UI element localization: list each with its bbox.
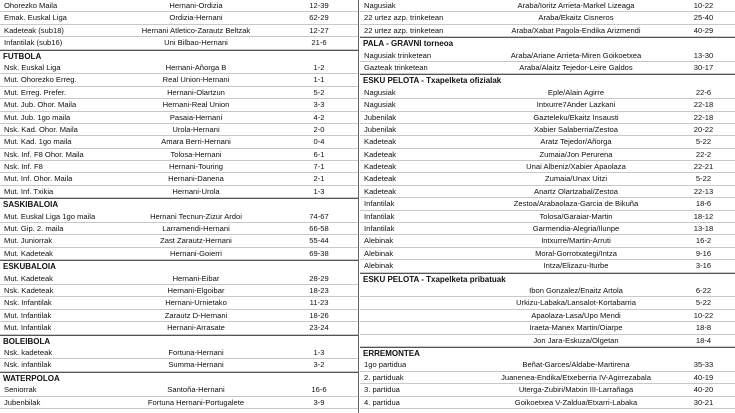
score-cell: 7-1 <box>313 162 325 172</box>
category-cell: Gazteak trinketean <box>364 62 428 72</box>
score-cell: 22-21 <box>693 162 714 172</box>
result-row <box>360 235 735 247</box>
score-cell: 6-1 <box>313 149 325 159</box>
score-cell: 4-2 <box>313 112 325 122</box>
category-cell: Nagusiak <box>364 87 396 97</box>
category-cell: Alebinak <box>364 261 394 271</box>
score-cell: 18-26 <box>309 310 329 320</box>
match-cell: Xabier Salaberria/Zestoa <box>534 124 618 134</box>
match-cell: Juanenea-Endika/Etxeberria IV-Agirrezabala <box>501 372 651 382</box>
match-cell: Hernani-Elgoibar <box>167 285 225 295</box>
match-cell: Urola-Hernani <box>172 124 220 134</box>
match-cell: Araba/Ekaitz Cisneros <box>538 13 614 23</box>
category-cell: Alebinak <box>364 236 394 246</box>
score-cell: 5-2 <box>313 87 325 97</box>
category-cell: Mut. Inf. Ohor. Maila <box>4 174 73 184</box>
category-cell: Nsk. Kadeteak <box>4 285 54 295</box>
score-cell: 22-6 <box>695 87 712 97</box>
category-cell: Jubenilak <box>364 112 397 122</box>
score-cell: 0-4 <box>313 137 325 147</box>
match-cell: Hernani Atletico-Zarautz Beltzak <box>141 25 251 35</box>
score-cell: 11-23 <box>309 298 329 308</box>
sport-section <box>360 37 735 74</box>
result-row <box>360 25 735 37</box>
score-cell: 12-39 <box>309 1 329 10</box>
category-cell: Nsk. infantilak <box>4 360 52 370</box>
result-row <box>360 186 735 198</box>
score-cell: 3-9 <box>313 397 325 407</box>
score-cell: 5-22 <box>695 298 712 308</box>
result-row <box>0 62 358 74</box>
result-row <box>0 161 358 173</box>
match-cell: Araba/Ariane Arrieta-Miren Goikoetxea <box>510 50 642 60</box>
score-cell: 18-8 <box>695 323 712 333</box>
sport-section <box>0 372 358 409</box>
score-cell: 2-1 <box>313 174 325 184</box>
column-divider <box>358 0 359 413</box>
result-row <box>0 74 358 86</box>
match-cell: Intxurre7Ander Lazkani <box>536 100 616 110</box>
section-heading: SASKIBALOIA <box>0 198 358 210</box>
match-cell: Amara Berri-Hernani <box>161 137 231 147</box>
match-cell: Hernani-Añorga B <box>165 62 227 72</box>
match-cell: Moral-Gorrotxategi/Intza <box>535 248 617 258</box>
result-row <box>360 384 735 396</box>
match-cell: Hernani-Real Union <box>162 100 230 110</box>
category-cell: Mut. Infantilak <box>4 323 52 333</box>
result-row <box>0 186 358 198</box>
match-cell: Fortuna Hernani-Portugalete <box>147 397 245 407</box>
category-cell: Nsk. Euskal Liga <box>4 62 61 72</box>
score-cell: 18-23 <box>309 285 329 295</box>
category-cell: Mut. Jub. Ohor. Maila <box>4 100 77 110</box>
match-cell: Intza/Elizazu-Iturbe <box>543 261 609 271</box>
score-cell: 16-6 <box>311 385 327 395</box>
score-cell: 1-2 <box>313 62 325 72</box>
result-row <box>360 297 735 309</box>
sport-section <box>0 198 358 260</box>
score-cell: 6-22 <box>695 285 712 295</box>
match-cell: Iraeta-Manex Martin/Oiarpe <box>529 323 623 333</box>
match-cell: Jon Jara-Eskuza/Olgetan <box>533 335 619 345</box>
category-cell: Nagusiak trinketean <box>364 50 432 60</box>
category-cell: Nsk. Infantilak <box>4 298 52 308</box>
category-cell: 2. partiduak <box>364 372 404 382</box>
score-cell: 16-2 <box>695 236 712 246</box>
sport-section <box>0 335 358 372</box>
sport-section <box>0 50 358 199</box>
category-cell: Mut. Ohorezko Erreg. <box>4 75 77 85</box>
result-row <box>360 136 735 148</box>
right-results-column <box>360 0 735 409</box>
score-cell: 69-38 <box>309 248 329 258</box>
result-row <box>360 87 735 99</box>
score-cell: 2-0 <box>313 124 325 134</box>
result-row <box>0 322 358 334</box>
result-row <box>360 198 735 210</box>
match-cell: Unai Albeniz/Xabier Apaolaza <box>526 162 626 172</box>
score-cell: 66-58 <box>309 224 329 234</box>
result-row <box>360 99 735 111</box>
section-heading: ESKU PELOTA - Txapelketa ofizialak <box>360 74 735 86</box>
sport-section <box>360 273 735 347</box>
sport-section <box>0 260 358 334</box>
score-cell: 10-22 <box>693 310 714 320</box>
score-cell: 22-18 <box>693 112 714 122</box>
score-cell: 1-3 <box>313 186 325 196</box>
category-cell: 1go partidua <box>364 360 407 370</box>
match-cell: Araba/Ioritz Arrieta-Markel Lizeaga <box>517 1 635 10</box>
match-cell: Araba/Alaitz Tejedor-Leire Galdos <box>519 62 633 72</box>
match-cell: Hernani-Olartzun <box>167 87 225 97</box>
category-cell: Infantilak <box>364 224 395 234</box>
category-cell: Nsk. Kad. Ohor. Maila <box>4 124 78 134</box>
result-row <box>0 112 358 124</box>
sport-section <box>360 347 735 409</box>
match-cell: Real Union-Hernani <box>162 75 230 85</box>
match-cell: Uterga-Zubiri/Matxin III-Larrañaga <box>518 385 634 395</box>
result-row <box>360 285 735 297</box>
result-row <box>360 260 735 272</box>
result-row <box>0 149 358 161</box>
result-row <box>0 310 358 322</box>
result-row <box>360 322 735 334</box>
match-cell: Summa-Hernani <box>168 360 224 370</box>
match-cell: Ibon Gonzalez/Enaitz Artola <box>529 285 623 295</box>
category-cell: Nagusiak <box>364 100 396 110</box>
match-cell: Hernani-Touring <box>168 162 224 172</box>
result-row <box>360 173 735 185</box>
result-row <box>0 0 358 12</box>
score-cell: 3-2 <box>313 360 325 370</box>
result-row <box>0 136 358 148</box>
match-cell: Eple/Alain Agirre <box>547 87 605 97</box>
score-cell: 23-24 <box>309 323 329 333</box>
score-cell: 28-29 <box>309 273 329 283</box>
score-cell: 21-6 <box>311 38 327 48</box>
category-cell: Kadeteak <box>364 162 397 172</box>
result-row <box>360 397 735 409</box>
result-row <box>0 235 358 247</box>
result-row <box>0 248 358 260</box>
result-row <box>360 12 735 24</box>
sport-section <box>360 74 735 272</box>
score-cell: 5-22 <box>695 137 712 147</box>
match-cell: Tolosa-Hernani <box>170 149 222 159</box>
result-row <box>0 397 358 409</box>
category-cell: Mut. Juniorrak <box>4 236 53 246</box>
category-cell: Mut. Jub. 1go maila <box>4 112 71 122</box>
match-cell: Hernani Tecnun-Zizur Ardoi <box>150 211 242 221</box>
section-heading: ESKUBALOIA <box>0 260 358 272</box>
category-cell: Jubenilak <box>364 124 397 134</box>
score-cell: 30-21 <box>693 397 714 407</box>
match-cell: Beñat-Garces/Aldabe-Martirena <box>522 360 630 370</box>
result-row <box>0 297 358 309</box>
category-cell: Alebinak <box>364 248 394 258</box>
result-row <box>360 62 735 74</box>
category-cell: Mut. Kadeteak <box>4 248 53 258</box>
score-cell: 22-13 <box>693 186 714 196</box>
score-cell: 3-16 <box>695 261 712 271</box>
result-row <box>360 359 735 371</box>
match-cell: Apaolaza-Lasa/Upo Mendi <box>531 310 621 320</box>
score-cell: 5-22 <box>695 174 712 184</box>
match-cell: Uni Bilbao-Hernani <box>164 38 228 48</box>
section-heading: WATERPOLOA <box>0 372 358 384</box>
match-cell: Hernani-Danena <box>168 174 224 184</box>
category-cell: 22 urtez azp. trinketean <box>364 13 444 23</box>
section-heading: ESKU PELOTA - Txapelketa pribatuak <box>360 273 735 285</box>
score-cell: 1-3 <box>313 347 325 357</box>
category-cell: Infantilak <box>364 199 395 209</box>
result-row <box>0 223 358 235</box>
match-cell: Larramendi-Hernani <box>162 224 230 234</box>
score-cell: 22-18 <box>693 100 714 110</box>
match-cell: Zestoa/Arabaolaza-Garcia de Bikuña <box>513 199 639 209</box>
category-cell: Infantilak (sub16) <box>4 38 63 48</box>
result-row <box>360 124 735 136</box>
match-cell: Zarautz D-Hernani <box>164 310 228 320</box>
result-row <box>360 0 735 12</box>
score-cell: 1-1 <box>313 75 325 85</box>
result-row <box>0 124 358 136</box>
category-cell: 22 urtez azp. trinketean <box>364 25 444 35</box>
section-heading: PALA - GRAVNI torneoa <box>360 37 735 49</box>
score-cell: 30-17 <box>693 62 714 72</box>
result-row <box>0 211 358 223</box>
match-cell: Urkizu-Labaka/Lansalot-Kortabarria <box>516 298 636 308</box>
section-heading: BOLEIBOLA <box>0 335 358 347</box>
match-cell: Anartz Olartzabal/Zestoa <box>534 186 618 196</box>
category-cell: Mut. Gip. 2. maila <box>4 224 64 234</box>
match-cell: Araba/Xabat Pagola-Endika Arizmendi <box>511 25 641 35</box>
result-row <box>0 12 358 24</box>
category-cell: Mut. Euskal Liga 1go maila <box>4 211 96 221</box>
result-row <box>360 310 735 322</box>
result-row <box>0 173 358 185</box>
score-cell: 18-6 <box>695 199 712 209</box>
category-cell: Mut. Infantilak <box>4 310 52 320</box>
result-row <box>0 347 358 359</box>
category-cell: Mut. Kad. 1go maila <box>4 137 72 147</box>
match-cell: Tolosa/Garaiar-Martin <box>539 211 613 221</box>
score-cell: 9-16 <box>695 248 712 258</box>
match-cell: Ordizia-Hernani <box>169 13 223 23</box>
category-cell: Jubenbilak <box>4 397 41 407</box>
result-row <box>0 273 358 285</box>
score-cell: 40-19 <box>693 372 714 382</box>
result-row <box>0 99 358 111</box>
match-cell: Hernani-Eibar <box>172 273 220 283</box>
result-row <box>360 161 735 173</box>
result-row <box>0 87 358 99</box>
match-cell: Aratz Tejedor/Añorga <box>540 137 612 147</box>
score-cell: 3-3 <box>313 100 325 110</box>
match-cell: Gazteleku/Ekaitz Insausti <box>533 112 619 122</box>
category-cell: Emak. Euskal Liga <box>4 13 67 23</box>
category-cell: Seniorrak <box>4 385 37 395</box>
category-cell: Nsk. kadeteak <box>4 347 53 357</box>
result-row <box>0 285 358 297</box>
match-cell: Santoña-Hernani <box>167 385 225 395</box>
category-cell: Mut. Kadeteak <box>4 273 53 283</box>
left-results-column <box>0 0 358 409</box>
section-heading: FUTBOLA <box>0 50 358 62</box>
category-cell: Infantilak <box>364 211 395 221</box>
result-row <box>360 50 735 62</box>
result-row <box>360 223 735 235</box>
match-cell: Pasaia-Hernani <box>169 112 223 122</box>
result-row <box>0 25 358 37</box>
match-cell: Garmendia-Alegria/Ilunpe <box>532 224 620 234</box>
result-row <box>360 372 735 384</box>
result-row <box>360 112 735 124</box>
match-cell: Zast Zarautz-Hernani <box>160 236 232 246</box>
category-cell: Kadeteak <box>364 137 397 147</box>
score-cell: 25-40 <box>693 13 714 23</box>
result-row <box>0 37 358 49</box>
category-cell: Kadeteak <box>364 186 397 196</box>
section-heading: ERREMONTEA <box>360 347 735 359</box>
match-cell: Zumaia/Unax Uitzi <box>544 174 608 184</box>
result-row <box>0 359 358 371</box>
category-cell: Mut. Inf. Txikia <box>4 186 54 196</box>
score-cell: 13-18 <box>693 224 714 234</box>
match-cell: Hernani-Goierri <box>170 248 222 258</box>
category-cell: Nagusiak <box>364 1 396 10</box>
result-row <box>360 335 735 347</box>
match-cell: Hernani-Ordizia <box>169 1 223 10</box>
result-row <box>0 384 358 396</box>
score-cell: 35-33 <box>693 360 714 370</box>
result-row <box>360 211 735 223</box>
match-cell: Goikoetxea V-Zaldua/Etxarri-Labaka <box>514 397 638 407</box>
score-cell: 13-30 <box>693 50 714 60</box>
score-cell: 62-29 <box>309 13 329 23</box>
match-cell: Intxurre/Martin-Arruti <box>541 236 611 246</box>
category-cell: Kadeteak (sub18) <box>4 25 64 35</box>
result-row <box>360 149 735 161</box>
category-cell: Mut. Erreg. Prefer. <box>4 87 67 97</box>
score-cell: 74-67 <box>309 211 329 221</box>
score-cell: 10-22 <box>693 1 714 10</box>
category-cell: Kadeteak <box>364 174 397 184</box>
score-cell: 18-4 <box>695 335 712 345</box>
score-cell: 12-27 <box>309 25 329 35</box>
score-cell: 40-20 <box>693 385 714 395</box>
score-cell: 22-2 <box>695 149 712 159</box>
match-cell: Hernani-Urola <box>172 186 220 196</box>
category-cell: Nsk. Inf. F8 <box>4 162 43 172</box>
score-cell: 55-44 <box>309 236 329 246</box>
category-cell: Kadeteak <box>364 149 397 159</box>
match-cell: Hernani-Urnietako <box>165 298 227 308</box>
match-cell: Zumaia/Jon Perurena <box>539 149 613 159</box>
category-cell: Ohorezko Maila <box>4 1 58 10</box>
score-cell: 18-12 <box>693 211 714 221</box>
score-cell: 40-29 <box>693 25 714 35</box>
match-cell: Fortuna-Hernani <box>168 347 224 357</box>
category-cell: Nsk. Inf. F8 Ohor. Maila <box>4 149 84 159</box>
category-cell: 4. partidua <box>364 397 400 407</box>
score-cell: 20-22 <box>693 124 714 134</box>
category-cell: 3. partidua <box>364 385 400 395</box>
result-row <box>360 248 735 260</box>
match-cell: Hernani-Arrasate <box>167 323 225 333</box>
